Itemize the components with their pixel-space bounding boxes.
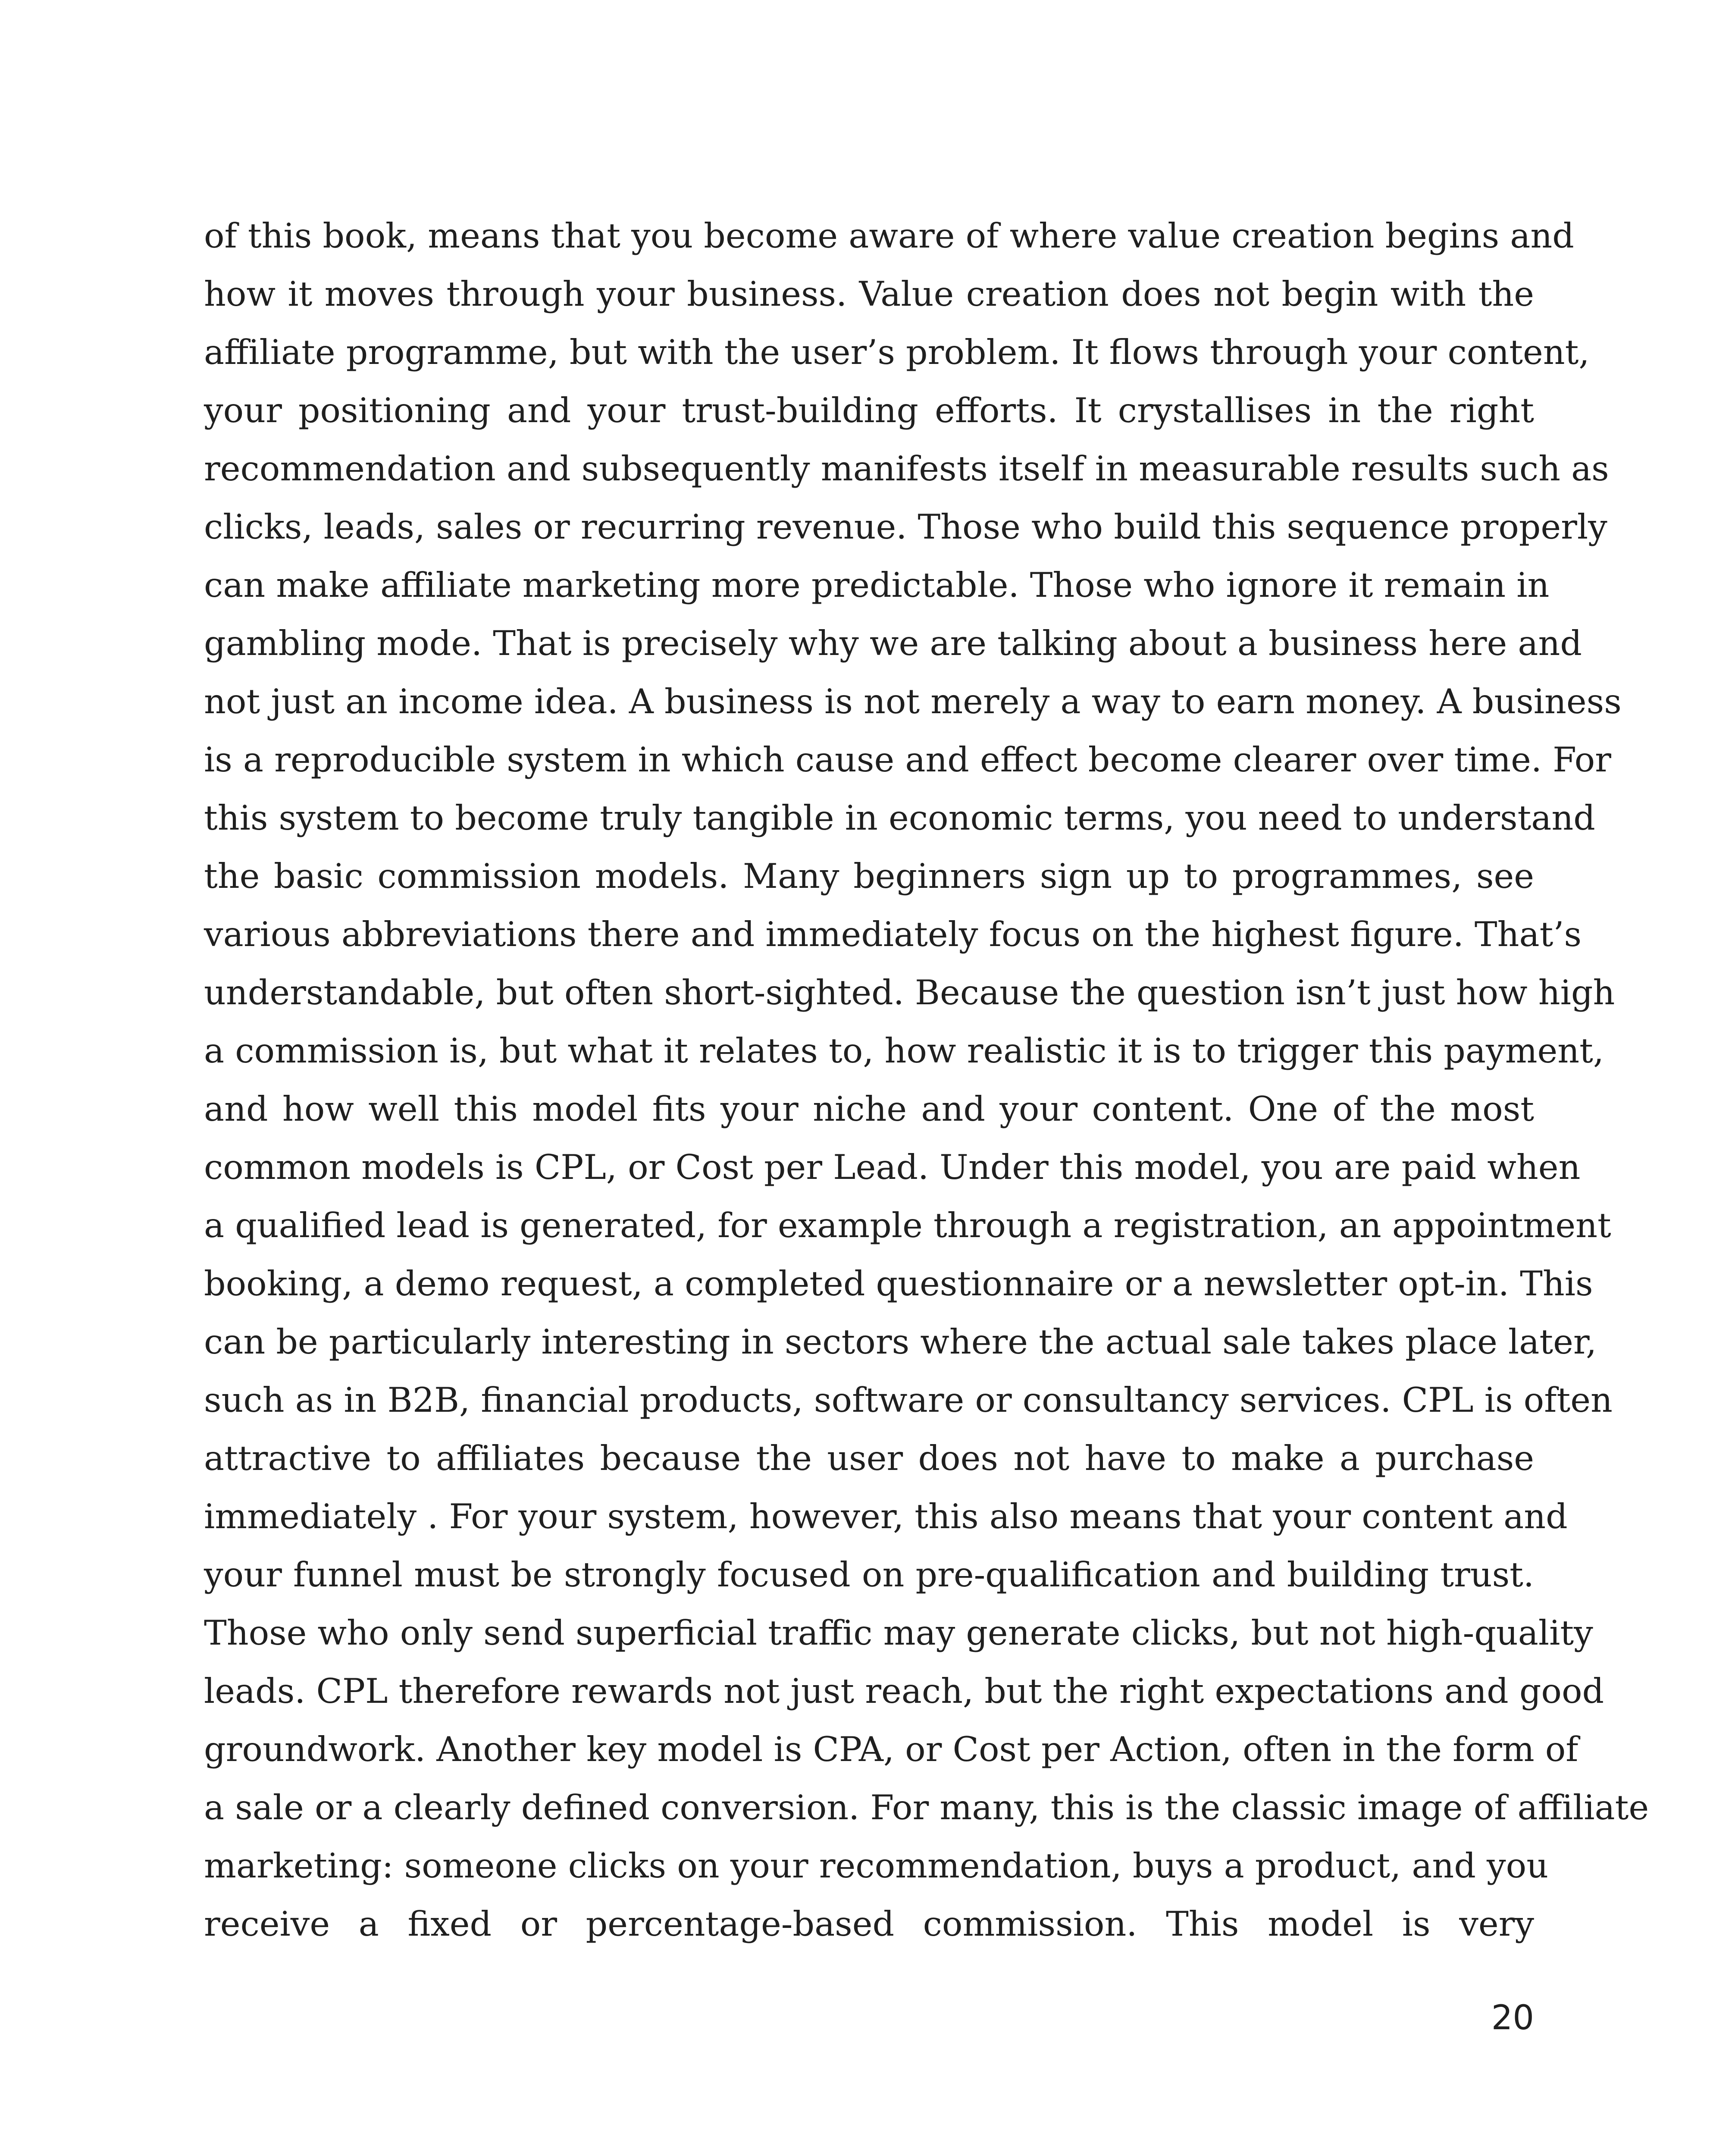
text-line: groundwork. Another key model is CPA, or Cost per Action, often in the form of bbox=[204, 1730, 1579, 1769]
text-line: receive a fixed or percentage-based commission. This model is very bbox=[204, 1904, 1534, 1944]
text-line: this system to become truly tangible in economic terms, you need to understand bbox=[204, 798, 1595, 838]
text-line: can make affiliate marketing more predictable. Those who ignore it remain in bbox=[204, 565, 1550, 605]
text-line: gambling mode. That is precisely why we are talking about a business here and bbox=[204, 624, 1582, 663]
text-line: and how well this model fits your niche and your content. One of the most bbox=[204, 1089, 1534, 1129]
text-line: attractive to affiliates because the user does not have to make a purchase bbox=[204, 1438, 1534, 1478]
text-line: your funnel must be strongly focused on pre-qualification and building trust. bbox=[204, 1555, 1534, 1595]
text-line: a qualified lead is generated, for example through a registration, an appointment bbox=[204, 1206, 1611, 1245]
text-line: recommendation and subsequently manifests itself in measurable results such as bbox=[204, 449, 1609, 489]
text-line: how it moves through your business. Value creation does not begin with the bbox=[204, 274, 1534, 314]
text-line: common models is CPL, or Cost per Lead. Under this model, you are paid when bbox=[204, 1147, 1581, 1187]
text-line: such as in B2B, financial products, software or consultancy services. CPL is often bbox=[204, 1380, 1613, 1420]
page-number: 20 bbox=[1491, 1999, 1534, 2037]
text-line: your positioning and your trust-building efforts. It crystallises in the right bbox=[204, 391, 1534, 430]
text-line: Those who only send superficial traffic may generate clicks, but not high-quality bbox=[204, 1613, 1593, 1653]
text-line: immediately . For your system, however, this also means that your content and bbox=[204, 1497, 1568, 1536]
text-line: various abbreviations there and immediately focus on the highest figure. That’s bbox=[204, 915, 1582, 954]
text-line: a sale or a clearly defined conversion. For many, this is the classic image of affiliate bbox=[204, 1788, 1649, 1827]
text-line: understandable, but often short-sighted. Because the question isn’t just how high bbox=[204, 973, 1615, 1012]
text-line: affiliate programme, but with the user’s problem. It flows through your content, bbox=[204, 332, 1590, 372]
text-line: booking, a demo request, a completed questionnaire or a newsletter opt-in. This bbox=[204, 1264, 1593, 1304]
text-line: not just an income idea. A business is not merely a way to earn money. A business bbox=[204, 682, 1622, 721]
text-line: marketing: someone clicks on your recommendation, buys a product, and you bbox=[204, 1846, 1549, 1886]
text-line: leads. CPL therefore rewards not just reach, but the right expectations and good bbox=[204, 1671, 1604, 1711]
text-line: clicks, leads, sales or recurring revenue. Those who build this sequence properly bbox=[204, 507, 1607, 547]
text-line: of this book, means that you become aware of where value creation begins and bbox=[204, 216, 1574, 256]
text-line: can be particularly interesting in sectors where the actual sale takes place later, bbox=[204, 1322, 1597, 1362]
text-line: is a reproducible system in which cause and effect become clearer over time. For bbox=[204, 740, 1611, 780]
text-line: the basic commission models. Many beginners sign up to programmes, see bbox=[204, 856, 1534, 896]
text-line: a commission is, but what it relates to, how realistic it is to trigger this payment, bbox=[204, 1031, 1604, 1071]
body-text bbox=[204, 207, 1649, 1953]
